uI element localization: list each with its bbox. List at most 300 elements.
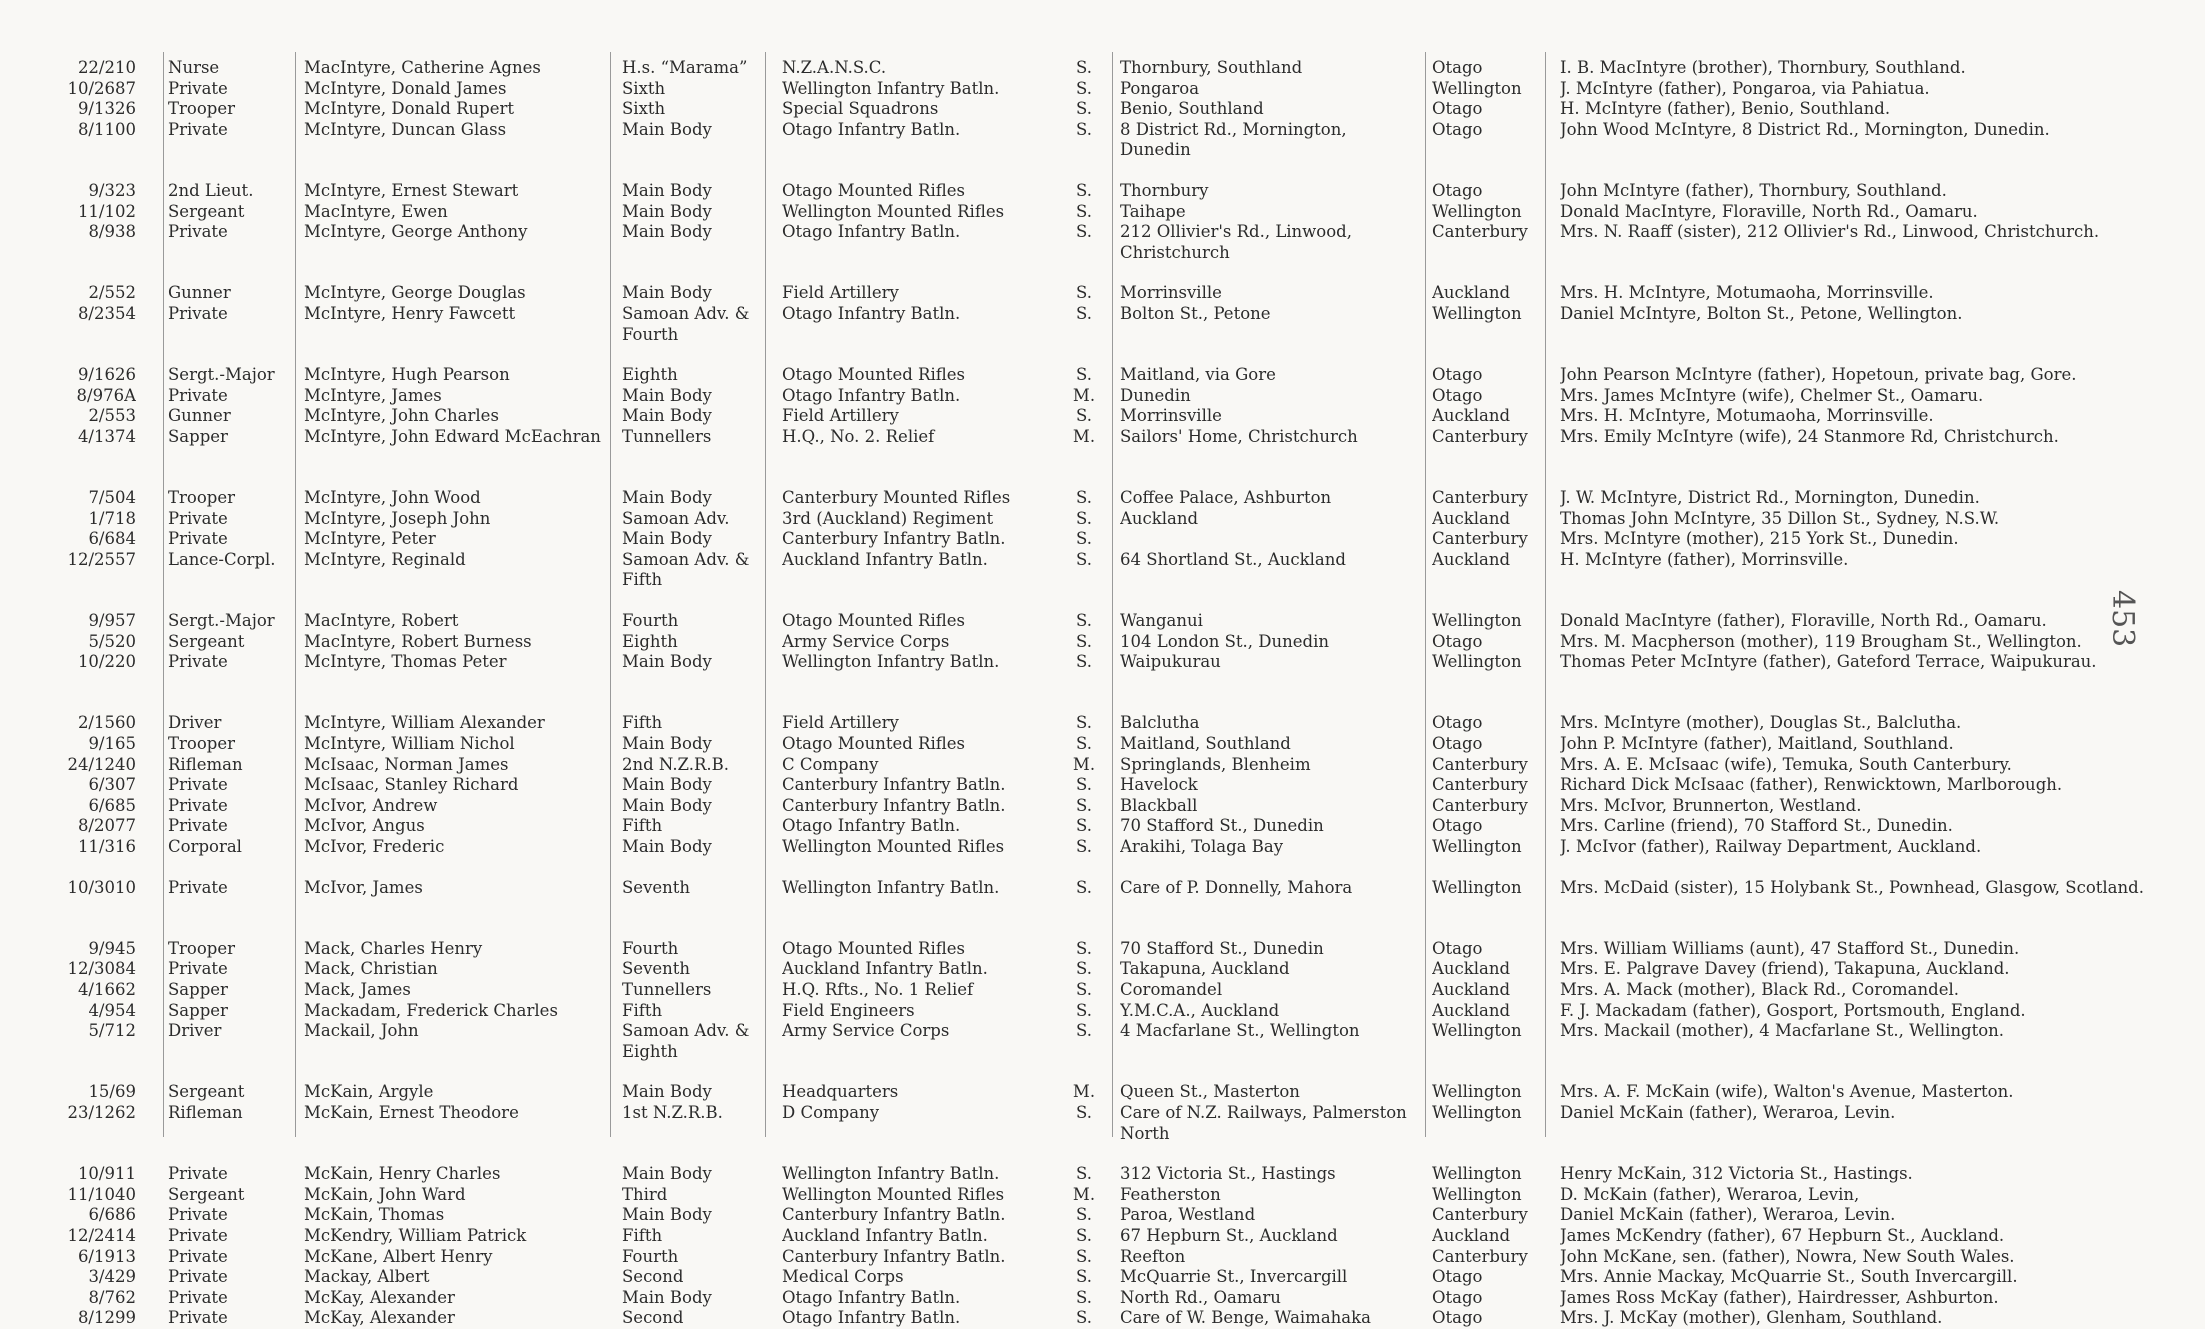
next-of-kin: Mrs. James McIntyre (wife), Chelmer St., Oamaru.	[1560, 385, 1984, 405]
soldier-name: Mackadam, Frederick Charles	[304, 1000, 558, 1020]
table-row	[64, 509, 2124, 530]
rank: Private	[168, 1308, 228, 1328]
marital-status: S.	[1076, 365, 1092, 385]
unit: Wellington Mounted Rifles	[782, 1184, 1005, 1204]
service-number: 10/911	[77, 1164, 136, 1184]
soldier-name: McKain, Ernest Theodore	[304, 1102, 519, 1122]
soldier-name: McIntyre, Reginald	[304, 549, 466, 569]
last-address: Balclutha	[1120, 713, 1200, 733]
unit: Otago Mounted Rifles	[782, 611, 965, 631]
service-number: 9/1326	[77, 99, 136, 119]
service-number: 7/504	[88, 488, 136, 508]
last-address: Takapuna, Auckland	[1120, 959, 1290, 979]
embarkation-body: Main Body	[622, 652, 712, 672]
rank: Trooper	[168, 99, 235, 119]
embarkation-body: Fourth	[622, 938, 679, 958]
service-number: 6/307	[88, 775, 136, 795]
military-district: Wellington	[1432, 1082, 1522, 1102]
embarkation-body: Main Body	[622, 1082, 712, 1102]
next-of-kin: I. B. MacIntyre (brother), Thornbury, Southland.	[1560, 58, 1966, 77]
soldier-name: McIntyre, Joseph John	[304, 508, 491, 528]
rank: Driver	[168, 713, 222, 733]
soldier-name: McKain, Argyle	[304, 1082, 434, 1102]
next-of-kin: Mrs. McIntyre (mother), Douglas St., Balclutha.	[1560, 713, 1962, 733]
embarkation-body: Main Body	[622, 795, 712, 815]
rank: Trooper	[168, 734, 235, 754]
next-of-kin: Daniel McKain (father), Weraroa, Levin.	[1560, 1205, 1896, 1225]
marital-status: S.	[1076, 119, 1092, 139]
military-district: Wellington	[1432, 837, 1522, 856]
marital-status: S.	[1076, 1000, 1092, 1020]
marital-status: S.	[1076, 222, 1092, 242]
unit: Field Artillery	[782, 713, 899, 733]
soldier-name: McIntyre, Peter	[304, 529, 436, 549]
last-address: Pongaroa	[1120, 78, 1200, 98]
next-of-kin: Daniel McKain (father), Weraroa, Levin.	[1560, 1102, 1896, 1122]
military-district: Wellington	[1432, 201, 1522, 221]
last-address: 70 Stafford St., Dunedin	[1120, 938, 1324, 958]
rank: Trooper	[168, 938, 235, 958]
next-of-kin: John McKane, sen. (father), Nowra, New South Wales.	[1560, 1246, 2015, 1266]
unit: Otago Infantry Batln.	[782, 816, 961, 836]
rank: Private	[168, 1267, 228, 1287]
marital-status: S.	[1076, 938, 1092, 958]
service-number: 8/762	[88, 1287, 136, 1307]
military-district: Auckland	[1432, 283, 1511, 303]
last-address: Waipukurau	[1120, 652, 1221, 672]
table-row	[64, 365, 2124, 386]
embarkation-body: Sixth	[622, 99, 666, 119]
last-address: Paroa, Westland	[1120, 1205, 1256, 1225]
unit: Canterbury Infantry Batln.	[782, 775, 1006, 795]
soldier-name: McKendry, William Patrick	[304, 1225, 527, 1245]
service-number: 15/69	[88, 1082, 136, 1102]
service-number: 10/220	[77, 652, 136, 672]
last-address: Arakihi, Tolaga Bay	[1120, 837, 1284, 856]
table-row	[64, 1205, 2124, 1226]
table-row	[64, 550, 2124, 591]
next-of-kin: Richard Dick McIsaac (father), Renwicktown, Marlborough.	[1560, 775, 2063, 795]
embarkation-body: Main Body	[622, 283, 712, 303]
embarkation-body: Main Body	[622, 180, 712, 200]
embarkation-body: Seventh	[622, 877, 691, 897]
last-address: Care of W. Benge, Waimahaka	[1120, 1308, 1371, 1328]
marital-status: S.	[1076, 959, 1092, 979]
service-number: 2/1560	[77, 713, 136, 733]
service-number: 4/954	[88, 1000, 136, 1020]
next-of-kin: John Wood McIntyre, 8 District Rd., Mornington, Dunedin.	[1560, 119, 2050, 139]
table-row	[64, 939, 2124, 960]
unit: Canterbury Infantry Batln.	[782, 1205, 1006, 1225]
unit: Otago Infantry Batln.	[782, 303, 961, 323]
soldier-name: McKane, Albert Henry	[304, 1246, 493, 1266]
table-row	[64, 202, 2124, 223]
military-district: Canterbury	[1432, 529, 1528, 549]
table-row	[64, 652, 2124, 693]
marital-status: M.	[1072, 1082, 1096, 1102]
table-row	[64, 1185, 2124, 1206]
last-address: 8 District Rd., Mornington, Dunedin	[1120, 119, 1347, 160]
soldier-name: McKain, Henry Charles	[304, 1164, 501, 1184]
rank: Private	[168, 1246, 228, 1266]
service-number: 8/2354	[77, 303, 136, 323]
military-district: Otago	[1432, 734, 1483, 754]
next-of-kin: Mrs. N. Raaff (sister), 212 Ollivier's Rd., Linwood, Christchurch.	[1560, 222, 2100, 242]
military-district: Otago	[1432, 385, 1483, 405]
last-address: 64 Shortland St., Auckland	[1120, 549, 1346, 569]
soldier-name: McIvor, Andrew	[304, 795, 438, 815]
soldier-name: McKay, Alexander	[304, 1308, 455, 1328]
rank: Sergeant	[168, 1082, 245, 1102]
marital-status: S.	[1076, 1021, 1092, 1041]
table-row	[64, 222, 2124, 263]
next-of-kin: H. McIntyre (father), Benio, Southland.	[1560, 99, 1891, 119]
unit: Otago Mounted Rifles	[782, 734, 965, 754]
unit: Canterbury Infantry Batln.	[782, 529, 1006, 549]
table-row	[64, 1082, 2124, 1103]
military-district: Otago	[1432, 938, 1483, 958]
service-number: 22/210	[77, 58, 136, 77]
rank: Sapper	[168, 1000, 228, 1020]
table-row	[64, 959, 2124, 980]
military-district: Wellington	[1432, 78, 1522, 98]
military-district: Otago	[1432, 713, 1483, 733]
military-district: Otago	[1432, 631, 1483, 651]
military-district: Otago	[1432, 58, 1483, 77]
last-address: Bolton St., Petone	[1120, 303, 1271, 323]
table-row	[64, 79, 2124, 100]
last-address: Thornbury	[1120, 180, 1209, 200]
last-address: Maitland, Southland	[1120, 734, 1291, 754]
service-number: 6/684	[88, 529, 136, 549]
marital-status: S.	[1076, 283, 1092, 303]
last-address: Coffee Palace, Ashburton	[1120, 488, 1332, 508]
table-row	[64, 837, 2124, 858]
next-of-kin: Mrs. Annie Mackay, McQuarrie St., South Invercargill.	[1560, 1267, 2018, 1287]
embarkation-body: Second	[622, 1308, 684, 1328]
military-district: Auckland	[1432, 959, 1511, 979]
embarkation-body: 2nd N.Z.R.B.	[622, 754, 730, 774]
rank: Nurse	[168, 58, 220, 77]
rank: Private	[168, 385, 228, 405]
service-number: 8/1100	[77, 119, 136, 139]
table-row	[64, 58, 2124, 79]
next-of-kin: Mrs. E. Palgrave Davey (friend), Takapuna, Auckland.	[1560, 959, 2010, 979]
service-number: 8/2077	[77, 816, 136, 836]
embarkation-body: Main Body	[622, 488, 712, 508]
last-address: Wanganui	[1120, 611, 1203, 631]
unit: Otago Infantry Batln.	[782, 222, 961, 242]
rank: Private	[168, 816, 228, 836]
embarkation-body: Fourth	[622, 1246, 679, 1266]
last-address: Blackball	[1120, 795, 1198, 815]
rank: Corporal	[168, 837, 242, 856]
table-row	[64, 1308, 2124, 1329]
unit: Otago Infantry Batln.	[782, 1308, 961, 1328]
unit: 3rd (Auckland) Regiment	[782, 508, 994, 528]
rank: Lance-Corpl.	[168, 549, 276, 569]
embarkation-body: Main Body	[622, 406, 712, 426]
marital-status: S.	[1076, 508, 1092, 528]
rank: Private	[168, 1164, 228, 1184]
military-district: Auckland	[1432, 508, 1511, 528]
unit: Otago Mounted Rifles	[782, 180, 965, 200]
rank: Trooper	[168, 488, 235, 508]
soldier-name: McIvor, Frederic	[304, 837, 445, 856]
embarkation-body: Tunnellers	[622, 979, 712, 999]
unit: Otago Infantry Batln.	[782, 1287, 961, 1307]
marital-status: S.	[1076, 529, 1092, 549]
unit: Canterbury Infantry Batln.	[782, 795, 1006, 815]
table-row	[64, 1164, 2124, 1185]
service-number: 6/685	[88, 795, 136, 815]
military-district: Otago	[1432, 1267, 1483, 1287]
last-address: Reefton	[1120, 1246, 1186, 1266]
marital-status: S.	[1076, 734, 1092, 754]
table-row	[64, 734, 2124, 755]
rank: Private	[168, 529, 228, 549]
rank: Private	[168, 795, 228, 815]
marital-status: S.	[1076, 406, 1092, 426]
soldier-name: McIvor, James	[304, 877, 423, 897]
last-address: 4 Macfarlane St., Wellington	[1120, 1021, 1360, 1041]
last-address: Care of N.Z. Railways, Palmerston North	[1120, 1102, 1407, 1143]
military-district: Otago	[1432, 99, 1483, 119]
soldier-name: McIntyre, William Nichol	[304, 734, 515, 754]
next-of-kin: J. W. McIntyre, District Rd., Mornington, Dunedin.	[1560, 488, 1980, 508]
service-number: 8/938	[88, 222, 136, 242]
embarkation-body: Main Body	[622, 1205, 712, 1225]
service-number: 8/976A	[76, 385, 136, 405]
embarkation-body: Second	[622, 1267, 684, 1287]
next-of-kin: Daniel McIntyre, Bolton St., Petone, Wellington.	[1560, 303, 1963, 323]
table-row	[64, 775, 2124, 796]
marital-status: S.	[1076, 1102, 1092, 1122]
service-number: 9/165	[88, 734, 136, 754]
embarkation-body: Samoan Adv.	[622, 508, 730, 528]
service-number: 8/1299	[77, 1308, 136, 1328]
unit: H.Q., No. 2. Relief	[782, 426, 935, 446]
next-of-kin: J. McIvor (father), Railway Department, Auckland.	[1560, 837, 1982, 856]
military-district: Otago	[1432, 365, 1483, 385]
soldier-name: McIntyre, John Charles	[304, 406, 499, 426]
marital-status: S.	[1076, 488, 1092, 508]
service-number: 6/686	[88, 1205, 136, 1225]
unit: Canterbury Infantry Batln.	[782, 1246, 1006, 1266]
unit: Special Squadrons	[782, 99, 939, 119]
rank: Rifleman	[168, 1102, 243, 1122]
marital-status: S.	[1076, 631, 1092, 651]
embarkation-body: Samoan Adv. & Fourth	[622, 303, 750, 344]
marital-status: S.	[1076, 775, 1092, 795]
soldier-name: McKain, Thomas	[304, 1205, 445, 1225]
service-number: 5/520	[88, 631, 136, 651]
table-row	[64, 755, 2124, 776]
table-row	[64, 529, 2124, 550]
unit: Wellington Infantry Batln.	[782, 652, 1000, 672]
unit: C Company	[782, 754, 879, 774]
next-of-kin: Mrs. Emily McIntyre (wife), 24 Stanmore Rd, Christchurch.	[1560, 426, 2059, 446]
unit: Auckland Infantry Batln.	[782, 549, 988, 569]
embarkation-body: Third	[622, 1184, 668, 1204]
next-of-kin: Mrs. McIvor, Brunnerton, Westland.	[1560, 795, 1862, 815]
military-district: Otago	[1432, 816, 1483, 836]
military-district: Canterbury	[1432, 426, 1528, 446]
table-row	[64, 1288, 2124, 1309]
last-address: Benio, Southland	[1120, 99, 1264, 119]
rank: Sergeant	[168, 631, 245, 651]
next-of-kin: H. McIntyre (father), Morrinsville.	[1560, 549, 1849, 569]
next-of-kin: Mrs. Carline (friend), 70 Stafford St., Dunedin.	[1560, 816, 1953, 836]
military-district: Wellington	[1432, 877, 1522, 897]
last-address: Queen St., Masterton	[1120, 1082, 1300, 1102]
unit: Field Artillery	[782, 406, 899, 426]
next-of-kin: Mrs. A. F. McKain (wife), Walton's Avenue, Masterton.	[1560, 1082, 2014, 1102]
military-district: Canterbury	[1432, 1205, 1528, 1225]
next-of-kin: Mrs. A. E. McIsaac (wife), Temuka, South Canterbury.	[1560, 754, 2012, 774]
table-row	[64, 796, 2124, 817]
rank: Private	[168, 1225, 228, 1245]
last-address: Featherston	[1120, 1184, 1221, 1204]
military-district: Otago	[1432, 1308, 1483, 1328]
soldier-name: McIsaac, Stanley Richard	[304, 775, 519, 795]
next-of-kin: John McIntyre (father), Thornbury, Southland.	[1560, 180, 1947, 200]
last-address: 67 Hepburn St., Auckland	[1120, 1225, 1338, 1245]
table-row	[64, 1021, 2124, 1062]
unit: Field Artillery	[782, 283, 899, 303]
table-row	[64, 877, 2144, 919]
soldier-name: Mack, Christian	[304, 959, 438, 979]
marital-status: S.	[1076, 1164, 1092, 1184]
military-district: Canterbury	[1432, 488, 1528, 508]
embarkation-body: H.s. “Marama”	[622, 58, 748, 77]
last-address: 212 Ollivier's Rd., Linwood, Christchurch	[1120, 222, 1352, 262]
marital-status: S.	[1076, 549, 1092, 569]
soldier-name: McIntyre, Duncan Glass	[304, 119, 507, 139]
next-of-kin: Thomas John McIntyre, 35 Dillon St., Sydney, N.S.W.	[1560, 508, 2000, 528]
marital-status: S.	[1076, 979, 1092, 999]
military-district: Wellington	[1432, 611, 1522, 631]
last-address: Havelock	[1120, 775, 1198, 795]
embarkation-body: Samoan Adv. & Eighth	[622, 1021, 750, 1061]
rank: Private	[168, 775, 228, 795]
service-number: 11/102	[77, 201, 136, 221]
table-row	[64, 120, 2124, 161]
soldier-name: Mackay, Albert	[304, 1267, 430, 1287]
service-number: 9/957	[88, 611, 136, 631]
rank: Sapper	[168, 426, 228, 446]
military-district: Otago	[1432, 119, 1483, 139]
last-address: Auckland	[1120, 508, 1199, 528]
military-district: Wellington	[1432, 1021, 1522, 1041]
next-of-kin: Mrs. Mackail (mother), 4 Macfarlane St., Wellington.	[1560, 1021, 2005, 1041]
next-of-kin: James McKendry (father), 67 Hepburn St., Auckland.	[1560, 1225, 2005, 1245]
embarkation-body: Sixth	[622, 78, 666, 98]
rank: Private	[168, 959, 228, 979]
embarkation-body: Main Body	[622, 222, 712, 242]
embarkation-body: Main Body	[622, 837, 712, 856]
table-row	[64, 1001, 2124, 1022]
last-address: Y.M.C.A., Auckland	[1120, 1000, 1280, 1020]
unit: Wellington Infantry Batln.	[782, 1164, 1000, 1184]
marital-status: S.	[1076, 99, 1092, 119]
marital-status: S.	[1076, 795, 1092, 815]
rank: Private	[168, 1205, 228, 1225]
unit: Otago Mounted Rifles	[782, 365, 965, 385]
next-of-kin: James Ross McKay (father), Hairdresser, Ashburton.	[1560, 1287, 1999, 1307]
embarkation-body: Main Body	[622, 385, 712, 405]
table-row	[64, 427, 2124, 468]
last-address: Springlands, Blenheim	[1120, 754, 1311, 774]
soldier-name: McIntyre, George Douglas	[304, 283, 526, 303]
unit: Auckland Infantry Batln.	[782, 1225, 988, 1245]
service-number: 12/2557	[67, 549, 136, 569]
military-district: Canterbury	[1432, 222, 1528, 242]
military-district: Wellington	[1432, 652, 1522, 672]
page-number: 453	[2105, 590, 2140, 648]
military-district: Auckland	[1432, 979, 1511, 999]
soldier-name: McIntyre, Donald James	[304, 78, 507, 98]
last-address: Dunedin	[1120, 385, 1191, 405]
marital-status: S.	[1076, 180, 1092, 200]
next-of-kin: Henry McKain, 312 Victoria St., Hastings.	[1560, 1164, 1913, 1184]
soldier-name: MacIntyre, Ewen	[304, 201, 448, 221]
soldier-name: MacIntyre, Robert	[304, 611, 459, 631]
soldier-name: McIntyre, William Alexander	[304, 713, 545, 733]
soldier-name: McKain, John Ward	[304, 1184, 466, 1204]
embarkation-body: Main Body	[622, 119, 712, 139]
embarkation-body: Eighth	[622, 631, 678, 651]
marital-status: S.	[1076, 877, 1092, 897]
marital-status: M.	[1072, 754, 1096, 774]
next-of-kin: F. J. Mackadam (father), Gosport, Portsmouth, England.	[1560, 1000, 2026, 1020]
service-number: 3/429	[88, 1267, 136, 1287]
table-row	[64, 980, 2124, 1001]
unit: Army Service Corps	[782, 1021, 950, 1041]
table-row	[64, 1247, 2124, 1268]
table-row	[64, 386, 2124, 407]
marital-status: S.	[1076, 1267, 1092, 1287]
last-address: 312 Victoria St., Hastings	[1120, 1164, 1336, 1184]
unit: Otago Infantry Batln.	[782, 119, 961, 139]
table-row	[64, 1267, 2124, 1288]
rank: Private	[168, 1287, 228, 1307]
service-number: 11/1040	[67, 1184, 136, 1204]
service-number: 4/1374	[77, 426, 136, 446]
unit: Otago Mounted Rifles	[782, 938, 965, 958]
unit: D Company	[782, 1102, 880, 1122]
service-number: 6/1913	[77, 1246, 136, 1266]
service-number: 23/1262	[67, 1102, 136, 1122]
unit: Wellington Infantry Batln.	[782, 78, 1000, 98]
rank: Private	[168, 119, 228, 139]
unit: Otago Infantry Batln.	[782, 385, 961, 405]
soldier-name: McKay, Alexander	[304, 1287, 455, 1307]
next-of-kin: Mrs. M. Macpherson (mother), 119 Brougham St., Wellington.	[1560, 631, 2082, 651]
service-number: 9/323	[88, 180, 136, 200]
table-row	[64, 713, 2124, 734]
embarkation-body: Samoan Adv. & Fifth	[622, 549, 750, 590]
rank: Sergt.-Major	[168, 611, 275, 631]
table-row	[64, 406, 2124, 427]
marital-status: S.	[1076, 1205, 1092, 1225]
military-district: Wellington	[1432, 303, 1522, 323]
soldier-name: Mack, James	[304, 979, 411, 999]
soldier-name: Mackail, John	[304, 1021, 419, 1041]
marital-status: S.	[1076, 652, 1092, 672]
marital-status: S.	[1076, 837, 1092, 856]
marital-status: S.	[1076, 201, 1092, 221]
